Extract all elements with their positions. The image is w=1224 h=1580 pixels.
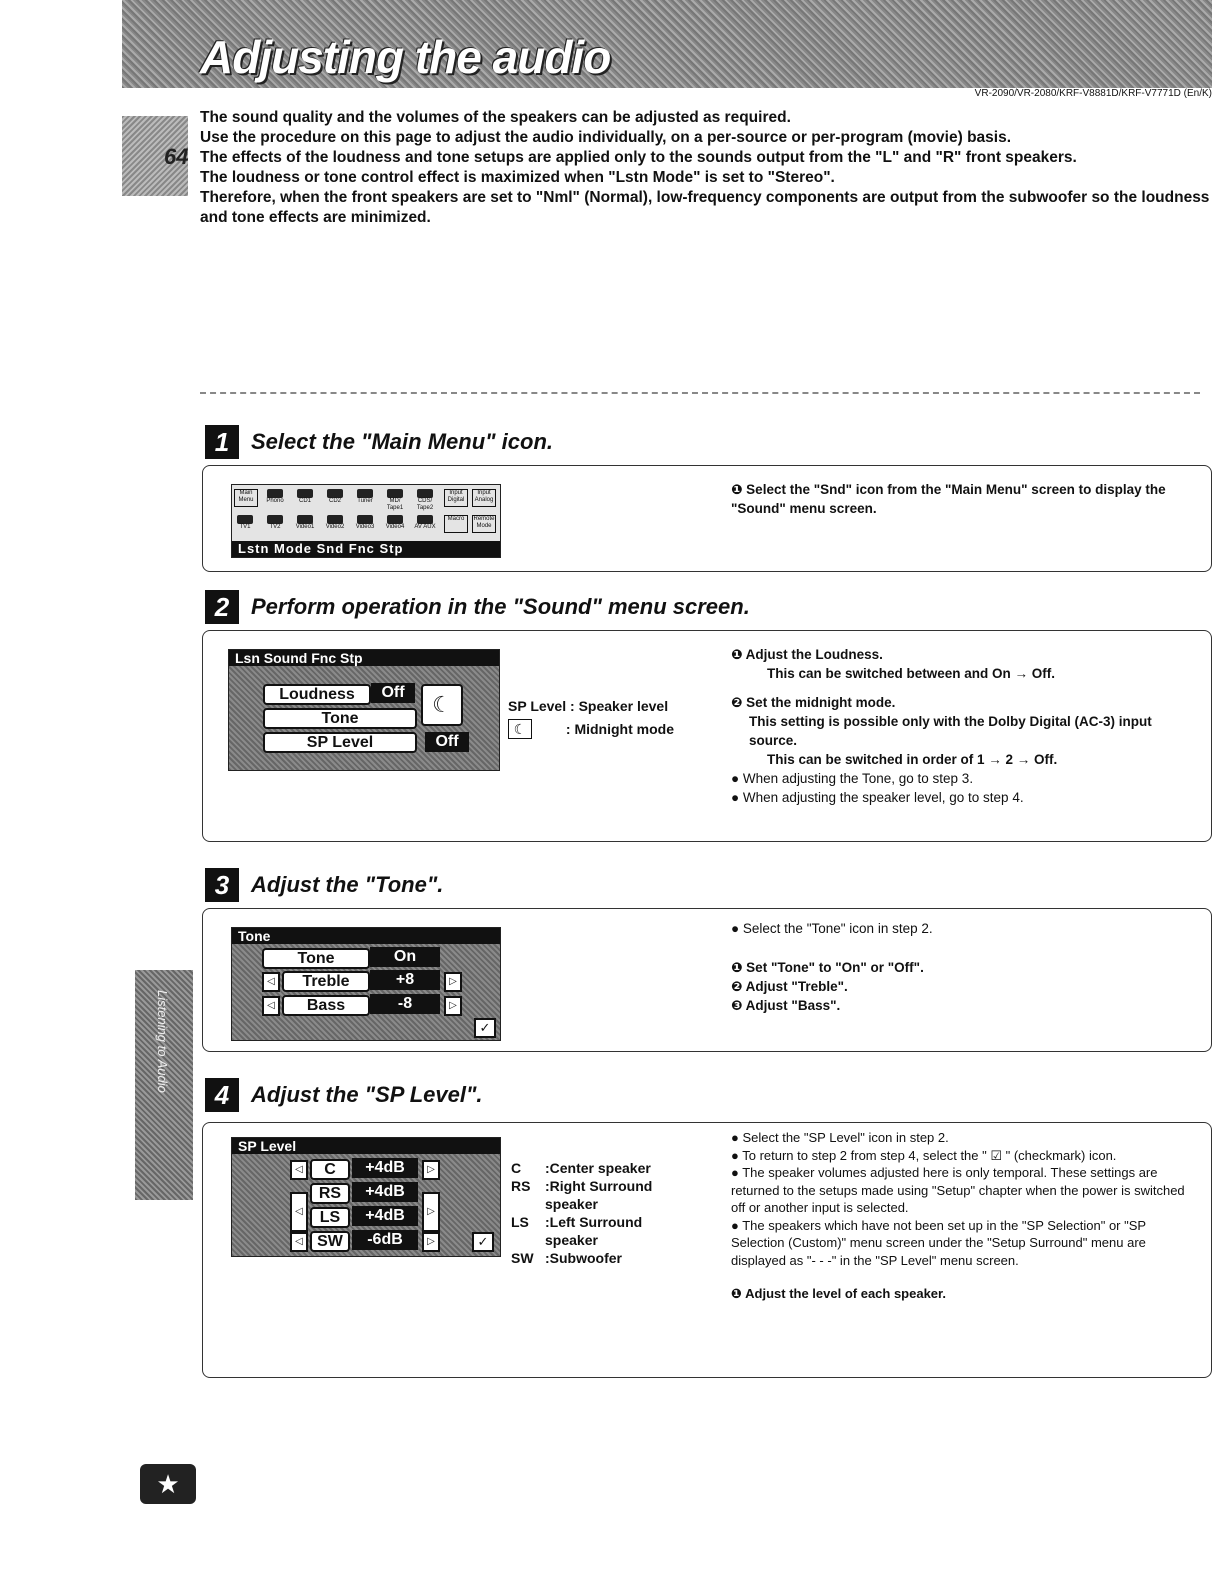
chapter-label: Listening to Audio (155, 990, 170, 1093)
step-2-heading (205, 590, 750, 624)
cd1-icon[interactable]: CD1 (294, 489, 316, 505)
instruction: ❶ Select the "Snd" icon from the "Main Menu" screen to display the "Sound" menu screen. (731, 482, 1166, 516)
input-digital-icon[interactable]: Input Digital (444, 489, 468, 507)
step-number: 1 (205, 425, 239, 459)
tone-button[interactable]: Tone (263, 708, 417, 729)
video2-icon[interactable]: Video2 (324, 515, 346, 531)
tv2-icon[interactable]: TV2 (264, 515, 286, 531)
ls-value: +4dB (352, 1206, 418, 1226)
note: ● When adjusting the speaker level, go to step 4. (731, 790, 1024, 805)
step-title: Select the "Main Menu" icon. (251, 429, 554, 454)
step-1-heading (205, 425, 553, 459)
sound-menu-bar: Lsn Sound Fnc Stp (229, 650, 499, 666)
model-numbers: VR-2090/VR-2080/KRF-V8881D/KRF-V7771D (En/K) (974, 88, 1212, 99)
checkmark-icon[interactable]: ✓ (474, 1018, 496, 1038)
loudness-value: Off (371, 683, 415, 703)
tone-bar: Tone (232, 928, 500, 944)
phono-icon[interactable]: Phono (264, 489, 286, 505)
instruction: ❶ Adjust the Loudness. (731, 647, 883, 662)
midnight-mode-icon[interactable]: ☾ (421, 684, 463, 726)
center-decrease-button[interactable]: ◁ (290, 1160, 308, 1180)
rs-value: +4dB (352, 1182, 418, 1202)
av-aux-icon[interactable]: AV AUX (414, 515, 436, 531)
main-menu-screen (231, 484, 501, 558)
legend-desc: : Speaker level (570, 698, 669, 714)
macro-icon[interactable]: Macro (444, 515, 468, 533)
tone-value: On (370, 947, 440, 967)
md-tape1-icon[interactable]: MD/ Tape1 (384, 489, 406, 505)
legend-desc: :Left Surround speaker (545, 1214, 643, 1248)
legend-key: SP Level (508, 698, 567, 714)
step-1-box (202, 465, 1212, 572)
instruction: This can be switched between and On → Off. (767, 666, 1056, 681)
bass-decrease-button[interactable]: ◁ (262, 996, 280, 1016)
video1-icon[interactable]: Video1 (294, 515, 316, 531)
sound-menu-screen (228, 649, 500, 771)
video4-icon[interactable]: Video4 (384, 515, 406, 531)
step-3-heading (205, 868, 443, 902)
main-menu-bar[interactable]: Lstn Mode Snd Fnc Stp (232, 541, 500, 557)
sp-level-button[interactable]: SP Level (263, 732, 417, 753)
note: ● To return to step 2 from step 4, select the " ☑ " (checkmark) icon. (731, 1147, 1117, 1163)
step-3-instructions (731, 919, 1186, 1015)
tone-screen (231, 927, 501, 1041)
intro-line: The sound quality and the volumes of the speakers can be adjusted as required. (200, 109, 791, 126)
legend-key: SW (511, 1250, 534, 1266)
center-value: +4dB (352, 1158, 418, 1178)
page-number-badge (122, 116, 188, 196)
rs-label: RS (310, 1183, 350, 1204)
legend-desc: : Midnight mode (565, 721, 674, 737)
page-number: 64 (164, 144, 189, 169)
instruction: ❷ Adjust "Treble". (731, 979, 848, 994)
step-3-box (202, 908, 1212, 1052)
tone-toggle-button[interactable]: Tone (262, 948, 370, 969)
sp-level-bar: SP Level (232, 1138, 500, 1154)
note: ● The speaker volumes adjusted here is only temporal. These settings are returned to the setups made using "Setup" chapter when the power is switched off or another input is selected. (731, 1165, 1185, 1215)
checkmark-icon[interactable]: ✓ (472, 1232, 494, 1252)
bass-value: -8 (370, 994, 440, 1014)
instruction: This can be switched in order of 1 → 2 → Off. (767, 752, 1058, 767)
step-2-box (202, 630, 1212, 842)
subwoofer-decrease-button[interactable]: ◁ (290, 1232, 308, 1252)
instruction: This setting is possible only with the Dolby Digital (AC-3) input source. (749, 714, 1152, 748)
legend-desc: :Right Surround speaker (545, 1178, 653, 1212)
treble-increase-button[interactable]: ▷ (444, 972, 462, 992)
star-icon: ★ (140, 1464, 196, 1504)
legend-desc: :Subwoofer (545, 1250, 622, 1266)
main-menu-icon[interactable]: Main Menu (234, 489, 258, 507)
sp-level-screen (231, 1137, 501, 1257)
intro-line: Therefore, when the front speakers are set to "Nml" (Normal), low-frequency components are output from the subwoofer so the loudness and tone effects are minimized. (200, 189, 1210, 226)
subwoofer-increase-button[interactable]: ▷ (422, 1232, 440, 1252)
intro-line: Use the procedure on this page to adjust the audio individually, on a per-source or per-program (movie) basis. (200, 129, 1012, 146)
chapter-side-tab (135, 970, 193, 1200)
surround-decrease-button[interactable]: ◁ (290, 1192, 308, 1232)
instruction: ❸ Adjust "Bass". (731, 998, 841, 1013)
note: ● Select the "SP Level" icon in step 2. (731, 1130, 949, 1145)
intro-line: The loudness or tone control effect is maximized when "Lstn Mode" is set to "Stereo". (200, 169, 835, 186)
intro-text (200, 108, 1210, 228)
step-4-instructions (731, 1129, 1187, 1303)
treble-decrease-button[interactable]: ◁ (262, 972, 280, 992)
bass-label: Bass (282, 995, 370, 1016)
note: ● Select the "Tone" icon in step 2. (731, 921, 933, 936)
surround-increase-button[interactable]: ▷ (422, 1192, 440, 1232)
step-number: 3 (205, 868, 239, 902)
step-2-instructions (731, 645, 1191, 807)
treble-label: Treble (282, 971, 370, 992)
midnight-legend-icon: ☾ (508, 719, 532, 739)
step-4-box (202, 1122, 1212, 1378)
note: ● The speakers which have not been set up in the "SP Selection" or "SP Selection (Custom)" menu screen under the "Setup Surround" menu are displayed as "- - -" in the "SP Level" menu screen. (731, 1217, 1146, 1268)
title-banner (122, 0, 1212, 88)
instruction: ❶ Adjust the level of each speaker. (731, 1286, 946, 1301)
video3-icon[interactable]: Video3 (354, 515, 376, 531)
legend-key: LS (511, 1214, 529, 1230)
sw-label: SW (310, 1231, 350, 1252)
cd2-icon[interactable]: CD2 (324, 489, 346, 505)
note: ● When adjusting the Tone, go to step 3. (731, 771, 974, 786)
step-4-heading (205, 1078, 483, 1112)
input-analog-icon[interactable]: Input Analog (472, 489, 496, 507)
center-increase-button[interactable]: ▷ (422, 1160, 440, 1180)
intro-line: The effects of the loudness and tone setups are applied only to the sounds output from the "L" and "R" front speakers. (200, 149, 1077, 166)
step-number: 2 (205, 590, 239, 624)
tv1-icon[interactable]: TV1 (234, 515, 256, 531)
cds-tape2-icon[interactable]: CDS/ Tape2 (414, 489, 436, 505)
step-title: Adjust the "Tone". (251, 872, 444, 897)
ls-label: LS (310, 1207, 350, 1228)
sw-value: -6dB (352, 1230, 418, 1250)
page-title: Adjusting the audio (200, 31, 611, 83)
sound-legend (508, 697, 708, 739)
remote-mode-icon[interactable]: Remote Mode (472, 515, 496, 533)
section-divider (200, 392, 1200, 394)
midnight-value: Off (425, 732, 469, 752)
loudness-button[interactable]: Loudness (263, 684, 371, 705)
instruction: ❷ Set the midnight mode. (731, 695, 896, 710)
step-title: Perform operation in the "Sound" menu screen. (251, 594, 750, 619)
step-title: Adjust the "SP Level". (251, 1082, 483, 1107)
tuner-icon[interactable]: Tuner (354, 489, 376, 505)
step-1-instructions (731, 480, 1186, 518)
legend-key: RS (511, 1178, 531, 1194)
legend-desc: :Center speaker (545, 1160, 651, 1176)
instruction: ❶ Set "Tone" to "On" or "Off". (731, 960, 924, 975)
bass-increase-button[interactable]: ▷ (444, 996, 462, 1016)
main-menu-icon-grid (234, 489, 498, 539)
legend-key: C (511, 1160, 522, 1176)
speaker-legend (511, 1159, 691, 1267)
step-number: 4 (205, 1078, 239, 1112)
center-label: C (310, 1159, 350, 1180)
treble-value: +8 (370, 970, 440, 990)
